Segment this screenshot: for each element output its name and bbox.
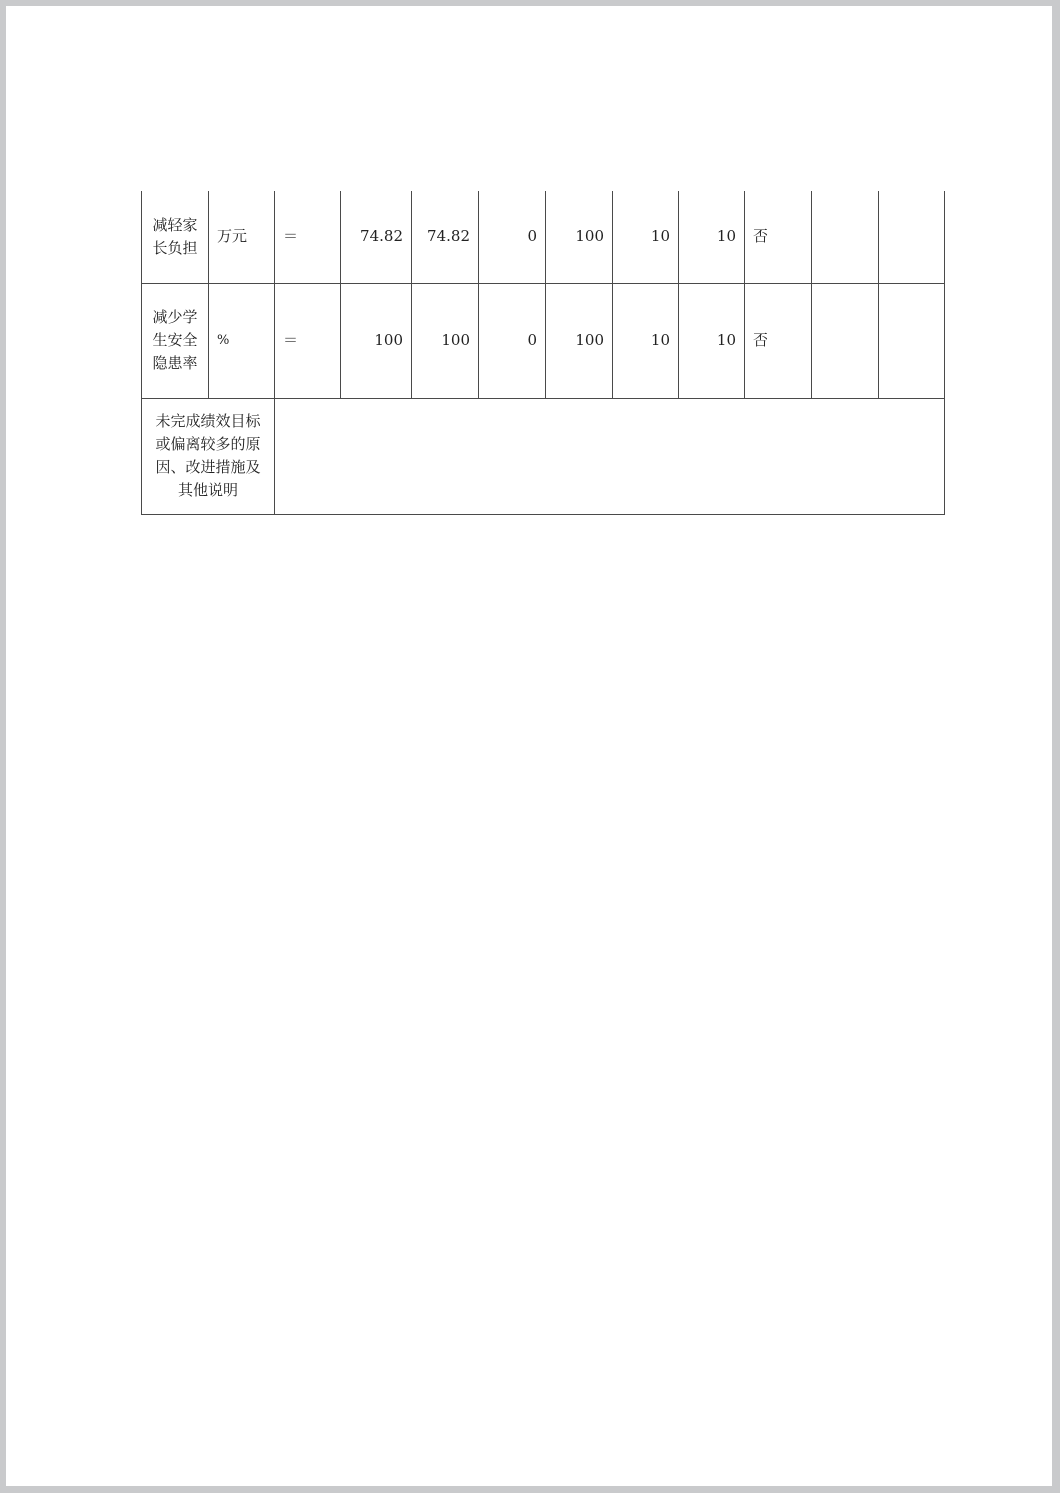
value-cell: 10 bbox=[679, 191, 745, 283]
value-cell: 10 bbox=[613, 191, 679, 283]
operator-cell: ＝ bbox=[275, 283, 341, 398]
operator-cell: ＝ bbox=[275, 191, 341, 283]
empty-cell bbox=[879, 191, 945, 283]
actual-value: 74.82 bbox=[412, 191, 479, 283]
flag-cell: 否 bbox=[745, 191, 812, 283]
value-cell: 10 bbox=[613, 283, 679, 398]
target-value: 100 bbox=[341, 283, 412, 398]
empty-cell bbox=[812, 191, 879, 283]
indicator-name: 减少学生安全隐患率 bbox=[142, 283, 209, 398]
note-value bbox=[275, 398, 945, 514]
document-page bbox=[6, 6, 1052, 1486]
unit-cell: 万元 bbox=[209, 191, 275, 283]
unit-cell: % bbox=[209, 283, 275, 398]
empty-cell bbox=[812, 283, 879, 398]
indicator-name: 减轻家长负担 bbox=[142, 191, 209, 283]
actual-value: 100 bbox=[412, 283, 479, 398]
performance-table bbox=[141, 191, 945, 515]
value-cell: 100 bbox=[546, 191, 613, 283]
value-cell: 0 bbox=[479, 283, 546, 398]
note-label: 未完成绩效目标或偏离较多的原因、改进措施及其他说明 bbox=[142, 398, 275, 514]
value-cell: 100 bbox=[546, 283, 613, 398]
empty-cell bbox=[879, 283, 945, 398]
table-row bbox=[142, 283, 945, 398]
table-row bbox=[142, 191, 945, 283]
flag-cell: 否 bbox=[745, 283, 812, 398]
target-value: 74.82 bbox=[341, 191, 412, 283]
value-cell: 0 bbox=[479, 191, 546, 283]
value-cell: 10 bbox=[679, 283, 745, 398]
note-row bbox=[142, 398, 945, 514]
